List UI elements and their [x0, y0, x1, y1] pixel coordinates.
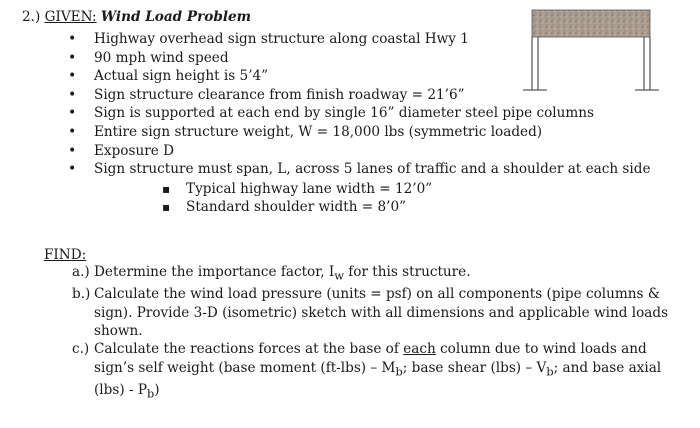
problem-heading — [22, 8, 251, 26]
given-item: • Entire sign structure weight, W = 18,000 lbs (symmetric loaded) — [62, 123, 692, 142]
problem-number: 2.) — [22, 9, 41, 25]
subscript: b — [546, 364, 554, 379]
find-item-text: Calculate the wind load pressure (units = psf) on all components (pipe columns & sign). Provide 3-D (isometric) sketch with all dimensions and applicable wind loads shown. — [94, 286, 669, 339]
given-label: GIVEN: — [44, 9, 97, 25]
find-item-text: ; base shear (lbs) – V — [402, 359, 547, 376]
find-list — [72, 263, 677, 403]
find-item-b — [72, 285, 677, 340]
given-item-span — [62, 160, 692, 216]
given-item: • Sign structure clearance from finish roadway = 21’6” — [62, 86, 692, 105]
subscript: b — [147, 386, 155, 401]
given-item: • Exposure D — [62, 142, 692, 161]
sub-item-lane-width: ▪ Typical highway lane width = 12’0” — [154, 181, 692, 199]
find-item-a — [72, 263, 677, 285]
given-list — [62, 30, 692, 216]
sub-list — [94, 181, 692, 217]
sub-item-shoulder-width: ▪ Standard shoulder width = 8’0” — [154, 199, 692, 217]
given-item-text: Sign structure must span, L, across 5 lanes of traffic and a shoulder at each side — [94, 161, 651, 178]
find-item-text: ) — [154, 381, 160, 398]
problem-title: Wind Load Problem — [100, 9, 252, 25]
find-item-c — [72, 340, 677, 403]
find-item-text: Determine the importance factor, I — [94, 264, 335, 280]
find-item-label: a.) — [72, 264, 90, 280]
find-item-text: Calculate the reactions forces at the base of — [94, 341, 404, 358]
find-item-label: b.) — [72, 286, 91, 303]
given-item: • 90 mph wind speed — [62, 49, 692, 68]
emphasis-each: each — [403, 341, 436, 358]
find-item-text: ; and base axial (lbs) - P — [94, 359, 662, 398]
given-item: • Sign is supported at each end by single 16” diameter steel pipe columns — [62, 104, 692, 123]
subscript: b — [395, 364, 403, 379]
given-item: • Actual sign height is 5’4” — [62, 67, 692, 86]
find-item-label: c.) — [72, 341, 90, 358]
given-item: • Highway overhead sign structure along coastal Hwy 1 — [62, 30, 692, 49]
find-label: FIND: — [44, 247, 87, 263]
find-item-text: column due to wind loads and sign’s self weight (base moment (ft-lbs) – M — [94, 341, 647, 376]
find-item-text: for this structure. — [343, 264, 471, 280]
subscript: w — [334, 268, 344, 283]
